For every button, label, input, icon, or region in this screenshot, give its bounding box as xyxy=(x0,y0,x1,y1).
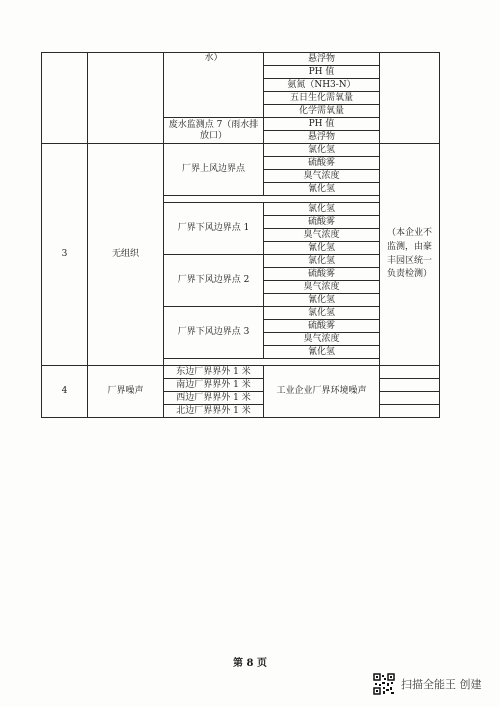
category-cell xyxy=(88,53,164,144)
remark-cell xyxy=(380,392,440,405)
monitoring-item: 臭气浓度 xyxy=(264,229,380,242)
monitoring-item: 氰化氢 xyxy=(264,242,380,255)
monitoring-item: 五日生化需氧量 xyxy=(264,92,380,105)
monitoring-item: 氨氮（NH3-N） xyxy=(264,79,380,92)
monitoring-table xyxy=(41,52,440,418)
remark-cell xyxy=(380,53,440,144)
page-number: 第 8 页 xyxy=(233,658,267,669)
monitoring-item: PH 值 xyxy=(264,118,380,131)
spacer-row xyxy=(164,196,380,203)
monitoring-item: 氯化氢 xyxy=(264,255,380,268)
monitoring-item: 化学需氧量 xyxy=(264,105,380,118)
monitoring-item: PH 值 xyxy=(264,66,380,79)
monitoring-item: 氰化氢 xyxy=(264,183,380,196)
monitoring-item: 硫酸雾 xyxy=(264,216,380,229)
monitoring-item: 硫酸雾 xyxy=(264,157,380,170)
monitoring-item: 氯化氢 xyxy=(264,144,380,157)
remark-note: （本企业不监测，由豪丰园区统一负责检测） xyxy=(380,144,440,366)
monitoring-item: 悬浮物 xyxy=(264,53,380,66)
row-no-cell: 4 xyxy=(42,366,88,418)
remark-cell xyxy=(380,366,440,379)
remark-cell xyxy=(380,379,440,392)
row-no-cell: 3 xyxy=(42,144,88,366)
monitoring-point-cell: 西边厂界界外 1 米 xyxy=(164,392,264,405)
monitoring-point-cell: 厂界下风边界点 3 xyxy=(164,307,264,359)
remark-cell xyxy=(380,405,440,418)
monitoring-item: 氯化氢 xyxy=(264,203,380,216)
category-cell: 厂界噪声 xyxy=(88,366,164,418)
monitoring-item: 硫酸雾 xyxy=(264,268,380,281)
monitoring-point-cell: 厂界上风边界点 xyxy=(164,144,264,196)
monitoring-item: 臭气浓度 xyxy=(264,170,380,183)
watermark-text: 扫描全能王 创建 xyxy=(401,678,482,691)
monitoring-point-cell: 东边厂界界外 1 米 xyxy=(164,366,264,379)
monitoring-item: 臭气浓度 xyxy=(264,333,380,346)
monitoring-item: 悬浮物 xyxy=(264,131,380,144)
monitoring-point-cell: 厂界下风边界点 1 xyxy=(164,203,264,255)
scanner-watermark xyxy=(373,673,482,695)
monitoring-item: 氰化氢 xyxy=(264,294,380,307)
spacer-row xyxy=(164,359,380,366)
monitoring-item: 硫酸雾 xyxy=(264,320,380,333)
monitoring-point-cell: 厂界下风边界点 2 xyxy=(164,255,264,307)
monitoring-item: 臭气浓度 xyxy=(264,281,380,294)
qr-code-icon xyxy=(373,673,395,695)
category-cell: 无组织 xyxy=(88,144,164,366)
monitoring-point-cell: 北边厂界界外 1 米 xyxy=(164,405,264,418)
monitoring-item: 氰化氢 xyxy=(264,346,380,359)
row-no-cell xyxy=(42,53,88,144)
monitoring-point-cell: 南边厂界界外 1 米 xyxy=(164,379,264,392)
monitoring-item: 工业企业厂界环境噪声 xyxy=(264,366,380,418)
monitoring-point-cell: 废水监测点 7（雨水排放口） xyxy=(164,118,264,144)
monitoring-item: 氯化氢 xyxy=(264,307,380,320)
monitoring-point-cell: 水） xyxy=(164,53,264,118)
